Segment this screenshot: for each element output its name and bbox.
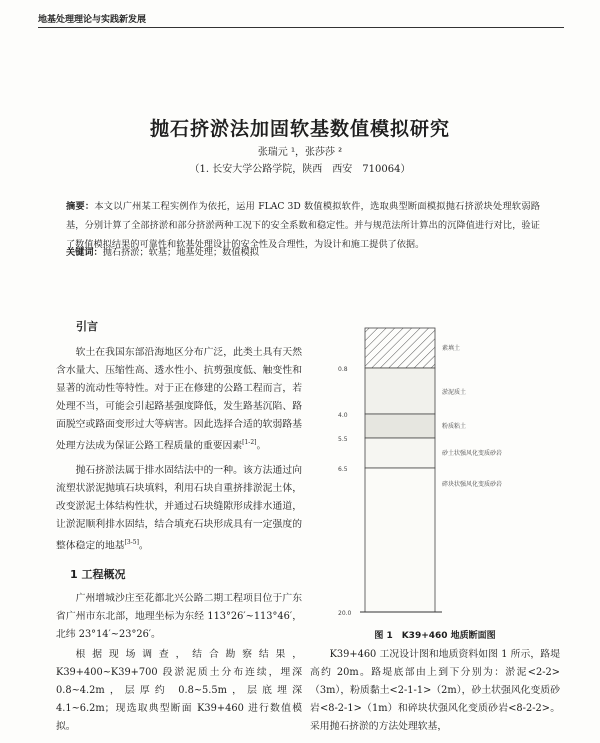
intro-paragraph-1 (56, 344, 302, 455)
geologic-section-figure (330, 316, 560, 622)
depth-mark-2: 4.0 (338, 412, 348, 419)
abstract-text: 本文以广州某工程实例作为依托，运用 FLAC 3D 数值模拟软件，选取典型断面模拟抛石挤淤块处理软弱路基，分别计算了全部挤淤和部分挤淤两种工况下的安全系数和稳定性。并与规范法所计算出的沉降值进行对比，验证了数值模拟结果的可靠性和软基处理设计的安全性及合理性，为设计和施工提供了依据。 (66, 201, 540, 250)
authors: 张瑞元 ¹，张莎莎 ² (257, 147, 343, 158)
intro-p2-text: 抛石挤淤法属于排水固结法中的一种。该方法通过向流塑状淤泥抛填石块填料，利用石块自重挤排淤泥土体，改变淤泥土体结构性状，并通过石块缝隙形成排水通道，让淤泥顺利排水固结，结合填充石块形成具有一定强度的整体稳定的地基 (56, 465, 302, 552)
keywords (66, 246, 540, 260)
intro-p1-end: 。 (256, 440, 267, 452)
figure-caption: 图 1 K39+460 地质断面图 (374, 631, 496, 641)
section1-heading: 1 工程概况 (70, 568, 126, 581)
section1-paragraph-2: 根据现场调查，结合勘察结果，K39+400~K39+700 段淤泥质土分布连续，埋深 0.8~4.2m，层厚约 0.8~5.5m，层底埋深 4.1~6.2m；现选取典型断面 K39+460 进行数值模拟。 (56, 649, 302, 732)
layer-label-5: 碎块状强风化变质砂岩 (442, 481, 503, 488)
right-column-paragraph: K39+460 工况设计图和地质资料如图 1 所示，路堤高约 20m。路堤底部由上到下分别为：淤泥<2-2>（3m），粉质黏土<2-1-1>（2m），砂土状强风化变质砂岩<8-2-1>（1m）和碎块状强风化变质砂岩<8-2-2>。采用抛石挤淤的方法处理软基， (310, 649, 560, 732)
layer-label-2: 淤泥质土 (442, 389, 467, 396)
intro-p2-end: 。 (138, 540, 149, 552)
fill-layer (365, 328, 435, 368)
depth-mark-3: 5.5 (338, 436, 348, 443)
clay-layer (365, 414, 435, 438)
intro-p2-ref: [3-5] (124, 539, 139, 546)
keywords-text: 抛石挤淤；软基；地基处理；数值模拟 (102, 247, 259, 258)
layer-label-3: 粉质粘土 (442, 423, 467, 430)
intro-p1-text: 软土在我国东部沿海地区分布广泛，此类土具有天然含水量大、压缩性高、透水性小、抗剪强度低、触变性和显著的流动性等特性。对于正在修建的公路工程而言，若处理不当，可能会引起路基强度降低，发生路基沉陷、路面脱空或路面变形过大等病害。因此选择合适的软弱路基处理方法成为保证公路工程质量的重要因素 (56, 347, 302, 452)
depth-mark-1: 0.8 (338, 366, 348, 373)
paper-title: 抛石挤淤法加固软基数值模拟研究 (149, 118, 450, 140)
section1-paragraph-1: 广州增城沙庄至花都北兴公路二期工程项目位于广东省广州市东北部，地理坐标为东经 113°26′~113°46′，北纬 23°14′~23°26′。 (56, 593, 302, 640)
silt-layer (365, 368, 435, 414)
layer-label-1: 素填土 (442, 345, 461, 352)
depth-mark-4: 6.5 (338, 466, 348, 473)
intro-paragraph-2 (56, 462, 302, 555)
affiliation: （1. 长安大学公路学院，陕西 西安 710064） (189, 164, 411, 175)
layer-label-4: 砂土状强风化变质砂岩 (442, 450, 503, 457)
rock-weathered-layer (365, 468, 435, 612)
keywords-label: 关键词： (66, 247, 103, 258)
depth-mark-bottom: 20.0 (338, 610, 352, 617)
sandy-weathered-layer (365, 438, 435, 468)
journal-header: 地基处理理论与实践新发展 (38, 12, 564, 28)
intro-p1-ref: [1-2] (242, 439, 257, 446)
abstract-label: 摘要： (66, 201, 95, 212)
intro-heading: 引言 (76, 320, 98, 333)
